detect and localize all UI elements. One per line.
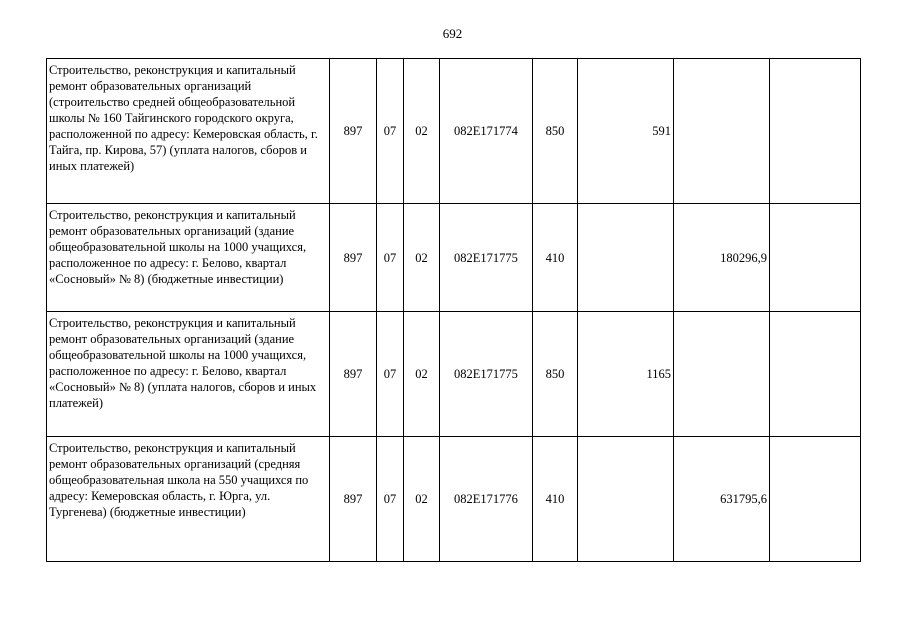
amount-2 <box>674 59 770 204</box>
expense-type-code: 850 <box>533 59 578 204</box>
target-article-code: 082E171775 <box>440 204 533 312</box>
section-code: 07 <box>377 437 404 562</box>
expense-type-code: 850 <box>533 312 578 437</box>
amount-3 <box>770 312 861 437</box>
ministry-code: 897 <box>330 437 377 562</box>
row-name: Строительство, реконструкция и капитальный ремонт образовательных организаций (строительство средней общеобразовательной школы № 160 Тайгинского городского округа, расположенной по адресу: Кемеровская область, г. Тайга, пр. Кирова, 57) (уплата налогов, сборов и иных платежей) <box>49 63 318 173</box>
ministry-code: 897 <box>330 59 377 204</box>
table-row <box>47 312 861 437</box>
expense-type-code: 410 <box>533 437 578 562</box>
table-row <box>47 437 861 562</box>
row-name: Строительство, реконструкция и капитальный ремонт образовательных организаций (здание общеобразовательной школы на 1000 учащихся, расположенное по адресу: г. Белово, квартал «Сосновый» № 8) (уплата налогов, сборов и иных платежей) <box>49 316 317 410</box>
expense-type-code: 410 <box>533 204 578 312</box>
subsection-code: 02 <box>404 437 440 562</box>
table-row <box>47 59 861 204</box>
amount-1: 591 <box>578 59 674 204</box>
amount-3 <box>770 437 861 562</box>
amount-3 <box>770 204 861 312</box>
target-article-code: 082E171775 <box>440 312 533 437</box>
subsection-code: 02 <box>404 204 440 312</box>
section-code: 07 <box>377 312 404 437</box>
row-name: Строительство, реконструкция и капитальный ремонт образовательных организаций (средняя общеобразовательная школа на 550 учащихся по адресу: Кемеровская область, г. Юрга, ул. Тургенева) (бюджетные инвестиции) <box>49 441 309 519</box>
section-code: 07 <box>377 59 404 204</box>
row-name-cell <box>47 312 330 437</box>
amount-1 <box>578 204 674 312</box>
amount-1 <box>578 437 674 562</box>
row-name: Строительство, реконструкция и капитальный ремонт образовательных организаций (здание общеобразовательной школы на 1000 учащихся, расположенное по адресу: г. Белово, квартал «Сосновый» № 8) (бюджетные инвестиции) <box>49 208 307 286</box>
row-name-cell <box>47 59 330 204</box>
row-name-cell <box>47 437 330 562</box>
amount-2: 180296,9 <box>674 204 770 312</box>
amount-1: 1165 <box>578 312 674 437</box>
row-name-cell <box>47 204 330 312</box>
page-number: 692 <box>442 26 463 41</box>
ministry-code: 897 <box>330 204 377 312</box>
amount-2: 631795,6 <box>674 437 770 562</box>
subsection-code: 02 <box>404 312 440 437</box>
budget-table <box>46 58 861 562</box>
subsection-code: 02 <box>404 59 440 204</box>
target-article-code: 082E171776 <box>440 437 533 562</box>
amount-3 <box>770 59 861 204</box>
section-code: 07 <box>377 204 404 312</box>
amount-2 <box>674 312 770 437</box>
table-row <box>47 204 861 312</box>
target-article-code: 082E171774 <box>440 59 533 204</box>
ministry-code: 897 <box>330 312 377 437</box>
